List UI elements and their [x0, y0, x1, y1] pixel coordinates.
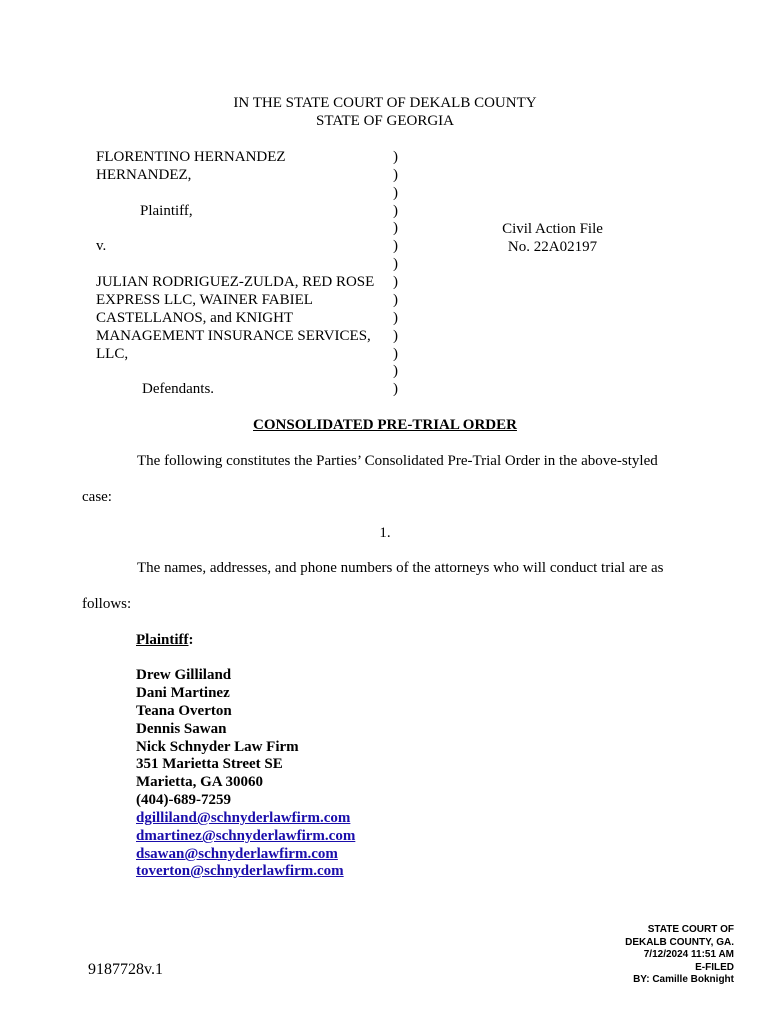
stamp-line-2: DEKALB COUNTY, GA.: [625, 936, 734, 948]
civil-action-number: No. 22A02197: [507, 239, 598, 255]
caption-paren: ): [393, 363, 398, 379]
intro-line-1: The following constitutes the Parties’ Consolidated Pre-Trial Order in the above-styled: [137, 453, 658, 469]
stamp-line-4: E-FILED: [695, 961, 734, 973]
email-link[interactable]: toverton@schnyderlawfirm.com: [136, 863, 344, 879]
defendant-name-line-4: MANAGEMENT INSURANCE SERVICES,: [96, 328, 371, 344]
caption-paren: ): [393, 310, 398, 326]
plaintiff-counsel-heading: [136, 631, 194, 649]
email-link[interactable]: dsawan@schnyderlawfirm.com: [136, 846, 338, 862]
defendant-name-line-1: JULIAN RODRIGUEZ-ZULDA, RED ROSE: [96, 274, 375, 290]
stamp-line-5: BY: Camille Boknight: [633, 974, 734, 985]
caption-paren: ): [393, 256, 398, 272]
email-link[interactable]: dgilliland@schnyderlawfirm.com: [136, 810, 351, 826]
plaintiff-heading-colon: :: [188, 632, 194, 648]
plaintiff-name-line-1: FLORENTINO HERNANDEZ: [96, 149, 286, 165]
attorney-name: Teana Overton: [136, 703, 232, 719]
defendant-name-line-5: LLC,: [96, 346, 129, 362]
caption-paren: ): [393, 292, 398, 308]
caption-paren: ): [393, 185, 398, 201]
caption-paren: ): [393, 274, 398, 290]
document-title: CONSOLIDATED PRE-TRIAL ORDER: [253, 417, 517, 433]
caption-paren: ): [393, 149, 398, 165]
intro-line-2: case:: [82, 489, 112, 505]
caption-paren: ): [393, 346, 398, 362]
stamp-line-3: 7/12/2024 11:51 AM: [643, 949, 734, 960]
section1-line-2: follows:: [82, 596, 132, 612]
caption-paren: ): [393, 203, 398, 219]
caption-paren: ): [393, 220, 398, 236]
attorney-name: Dani Martinez: [136, 685, 230, 701]
caption-paren: ): [393, 381, 398, 397]
plaintiff-role: Plaintiff,: [140, 203, 193, 219]
civil-action-label: Civil Action File: [502, 221, 603, 237]
caption-paren: ): [393, 167, 398, 183]
defendant-role: Defendants.: [142, 381, 215, 397]
caption-paren: ): [393, 238, 398, 254]
email-link[interactable]: dmartinez@schnyderlawfirm.com: [136, 828, 356, 844]
section-number: 1.: [379, 525, 391, 541]
stamp-line-1: STATE COURT OF: [647, 924, 734, 935]
law-firm-name: Nick Schnyder Law Firm: [136, 739, 299, 755]
firm-phone: (404)-689-7259: [136, 792, 231, 808]
plaintiff-heading-text: Plaintiff: [136, 632, 189, 648]
plaintiff-name-line-2: HERNANDEZ,: [96, 167, 192, 183]
defendant-name-line-2: EXPRESS LLC, WAINER FABIEL: [96, 292, 313, 308]
attorney-name: Drew Gilliland: [136, 667, 232, 683]
firm-street: 351 Marietta Street SE: [136, 756, 283, 772]
attorney-name: Dennis Sawan: [136, 721, 227, 737]
caption-paren: ): [393, 328, 398, 344]
court-name: IN THE STATE COURT OF DEKALB COUNTY: [233, 95, 537, 111]
firm-city: Marietta, GA 30060: [136, 774, 264, 790]
versus-label: v.: [96, 238, 107, 254]
court-state: STATE OF GEORGIA: [316, 113, 454, 129]
section1-line-1: The names, addresses, and phone numbers of the attorneys who will conduct trial are as: [137, 560, 664, 576]
defendant-name-line-3: CASTELLANOS, and KNIGHT: [96, 310, 294, 326]
document-id: 9187728v.1: [88, 961, 163, 978]
efile-stamp: [625, 924, 734, 987]
